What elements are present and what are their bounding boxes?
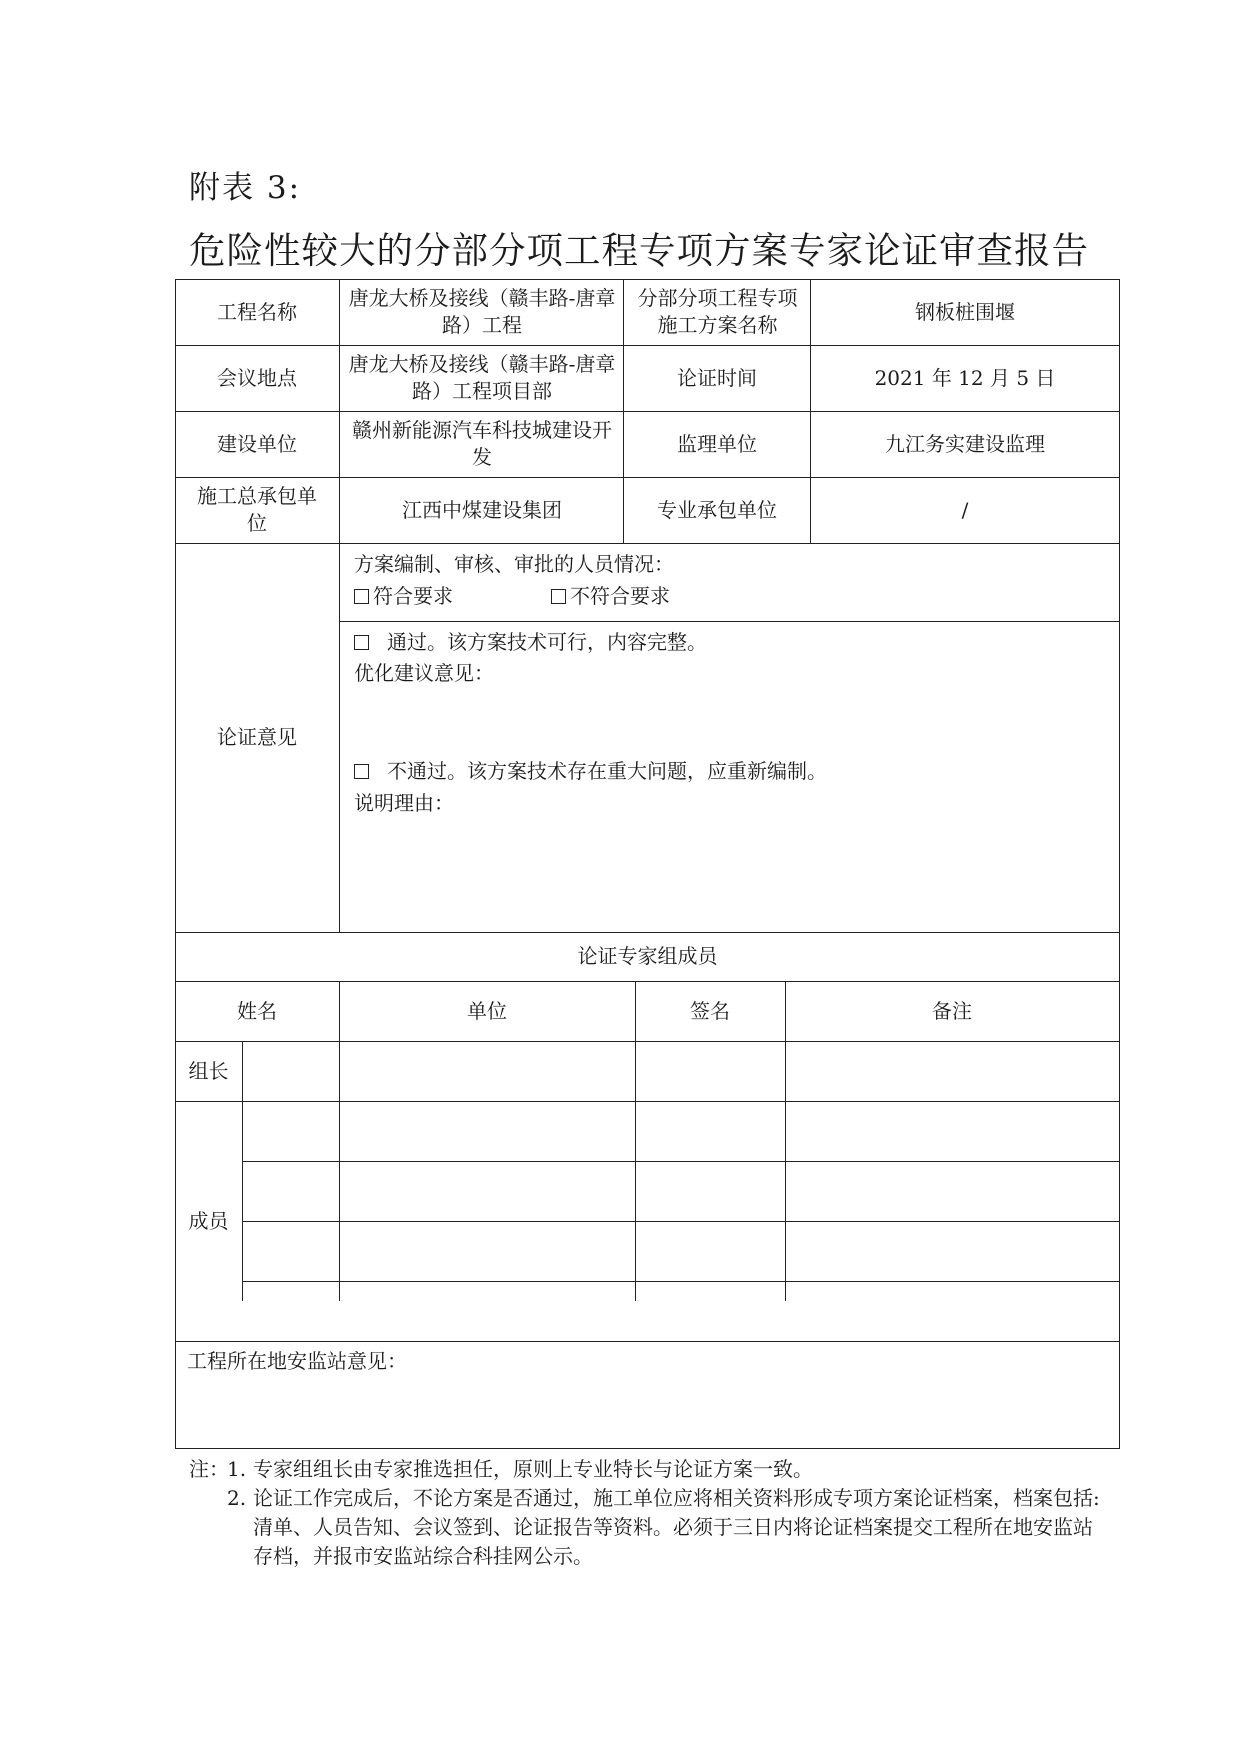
subcontractor-label: 专业承包单位 bbox=[657, 497, 777, 522]
noncompliant-checkbox[interactable] bbox=[551, 589, 566, 604]
suggestion-label: 优化建议意见： bbox=[354, 661, 494, 685]
appendix-label: 附表 3: bbox=[189, 170, 302, 206]
staff-question: 方案编制、审核、审批的人员情况： bbox=[354, 552, 674, 576]
owner-label: 建设单位 bbox=[217, 431, 297, 456]
compliant-option[interactable] bbox=[354, 582, 453, 610]
divider bbox=[339, 621, 1120, 622]
page-title: 危险性较大的分部分项工程专项方案专家论证审查报告 bbox=[189, 229, 1089, 272]
fail-option[interactable] bbox=[354, 757, 827, 785]
supervisor-label: 监理单位 bbox=[677, 431, 757, 456]
contractor-label: 施工总承包单位 bbox=[197, 484, 317, 535]
station-opinion-label: 工程所在地安监站意见： bbox=[187, 1349, 407, 1373]
owner-value: 赣州新能源汽车科技城建设开发 bbox=[352, 418, 612, 469]
compliant-checkbox[interactable] bbox=[354, 589, 369, 604]
divider bbox=[242, 1161, 1120, 1162]
divider bbox=[242, 1221, 1120, 1222]
divider bbox=[175, 1041, 1120, 1042]
divider bbox=[339, 279, 340, 543]
divider bbox=[242, 1041, 243, 1301]
review-time-label: 论证时间 bbox=[677, 365, 757, 390]
project-name-label: 工程名称 bbox=[217, 299, 297, 324]
pass-text: 通过。该方案技术可行，内容完整。 bbox=[387, 630, 707, 654]
note-text: 专家组组长由专家推选担任，原则上专业特长与论证方案一致。 bbox=[253, 1457, 813, 1481]
compliant-label: 符合要求 bbox=[373, 584, 453, 608]
column-remarks: 备注 bbox=[932, 998, 972, 1023]
subproject-label: 分部分项工程专项施工方案名称 bbox=[637, 286, 798, 337]
fail-text: 不通过。该方案技术存在重大问题，应重新编制。 bbox=[387, 759, 827, 783]
subcontractor-value: / bbox=[961, 497, 969, 522]
divider bbox=[175, 1101, 1120, 1102]
column-unit: 单位 bbox=[467, 998, 507, 1023]
meeting-place-label: 会议地点 bbox=[217, 365, 297, 390]
note-number: 1. bbox=[227, 1457, 247, 1481]
opinion-label: 论证意见 bbox=[217, 725, 297, 749]
leader-label: 组长 bbox=[188, 1058, 229, 1083]
supervisor-value: 九江务实建设监理 bbox=[885, 431, 1045, 456]
notes bbox=[189, 1455, 1109, 1571]
fail-checkbox[interactable] bbox=[354, 764, 369, 779]
divider bbox=[175, 1341, 1120, 1342]
border-bottom bbox=[175, 1448, 1120, 1449]
noncompliant-label: 不符合要求 bbox=[570, 584, 670, 608]
note-text: 论证工作完成后，不论方案是否通过，施工单位应将相关资料形成专项方案论证档案，档案包括:清单、人员告知、会议签到、论证报告等资料。必须于三日内将论证档案提交工程所在地安监站存档，并报市安监站综合科挂网公示。 bbox=[253, 1486, 1100, 1568]
divider bbox=[339, 543, 340, 932]
column-name: 姓名 bbox=[237, 998, 277, 1023]
border-right bbox=[1119, 279, 1120, 1449]
note-item bbox=[189, 1484, 1109, 1571]
meeting-place-value: 唐龙大桥及接线（赣丰路-唐章路）工程项目部 bbox=[348, 352, 616, 403]
noncompliant-option[interactable] bbox=[551, 582, 670, 610]
contractor-value: 江西中煤建设集团 bbox=[402, 497, 562, 522]
pass-option[interactable] bbox=[354, 628, 707, 656]
subproject-value: 钢板桩围堰 bbox=[915, 299, 1015, 324]
pass-checkbox[interactable] bbox=[354, 635, 369, 650]
project-name-value: 唐龙大桥及接线（赣丰路-唐章路）工程 bbox=[348, 286, 616, 337]
notes-prefix: 注： bbox=[189, 1457, 229, 1481]
note-number: 2. bbox=[227, 1486, 247, 1510]
column-signature: 签名 bbox=[690, 998, 730, 1023]
member-label: 成员 bbox=[188, 1208, 229, 1233]
note-item bbox=[189, 1455, 1109, 1484]
reason-label: 说明理由： bbox=[354, 791, 454, 815]
experts-section-title: 论证专家组成员 bbox=[577, 944, 718, 968]
divider bbox=[242, 1281, 1120, 1282]
review-report-form bbox=[175, 279, 1120, 1449]
review-time-value: 2021 年 12 月 5 日 bbox=[874, 365, 1056, 390]
